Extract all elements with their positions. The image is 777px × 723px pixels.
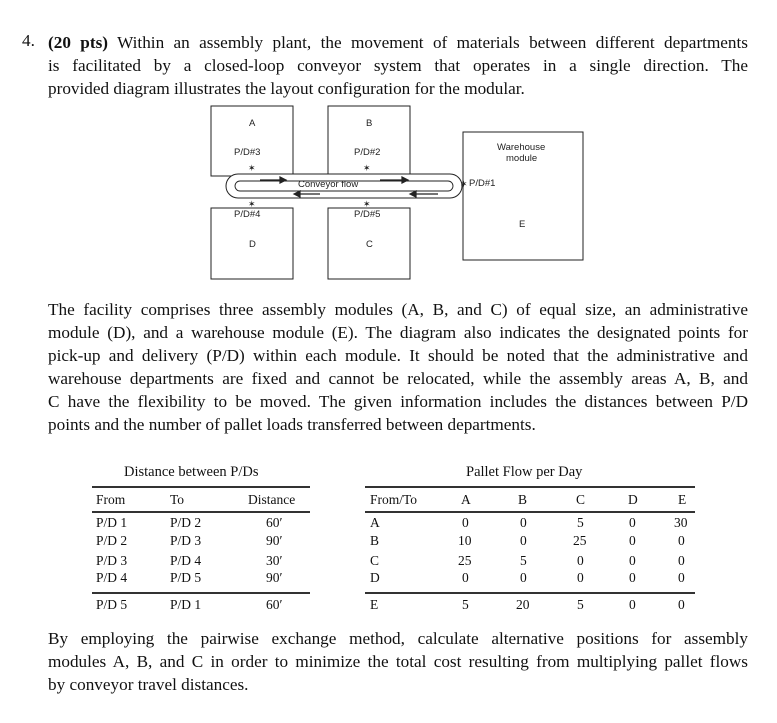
flow-row-b-c: 25 xyxy=(573,533,587,548)
flow-row-c-b: 5 xyxy=(520,553,527,568)
label-conveyor-flow: Conveyor flow xyxy=(298,179,359,190)
flow-row-e-d: 0 xyxy=(629,597,636,612)
body-line-4: warehouse departments are fixed and cannot be relocated, while the assembly areas A, B, and xyxy=(48,369,748,388)
label-pd1: P/D#1 xyxy=(469,178,496,189)
question-closing xyxy=(48,627,748,696)
distance-table-top-rule xyxy=(92,486,310,488)
intro-line-1: (20 pts) Within an assembly plant, the movement of materials between different departments xyxy=(48,33,748,52)
flow-row-d-b: 0 xyxy=(520,570,527,585)
distance-header-to: To xyxy=(170,492,185,507)
label-warehouse: Warehouse xyxy=(497,142,546,153)
flow-row-e-b: 20 xyxy=(516,597,530,612)
distance-row-5-from: P/D 5 xyxy=(96,597,128,612)
body-line-6: points and the number of pallet loads transferred between departments. xyxy=(48,415,536,434)
closing-line-1: By employing the pairwise exchange method, calculate alternative positions for assembly xyxy=(48,629,748,648)
flow-row-d-a: 0 xyxy=(462,570,469,585)
flow-header-a: A xyxy=(461,492,471,507)
label-pd3: P/D#3 xyxy=(234,147,261,158)
flow-row-a-label: A xyxy=(370,515,380,530)
distance-row-1-to: P/D 2 xyxy=(170,515,202,530)
flow-row-e-c: 5 xyxy=(577,597,584,612)
flow-header-c: C xyxy=(576,492,586,507)
flow-row-e-label: E xyxy=(370,597,379,612)
distance-row-3-value: 30′ xyxy=(266,553,283,568)
flow-row-d-label: D xyxy=(370,570,380,585)
svg-text:✶: ✶ xyxy=(460,179,468,189)
flow-row-a-a: 0 xyxy=(462,515,469,530)
distance-row-5-to: P/D 1 xyxy=(170,597,202,612)
label-module: module xyxy=(506,153,538,164)
distance-header-from: From xyxy=(96,492,126,507)
label-c: C xyxy=(366,239,373,250)
flow-row-a-d: 0 xyxy=(629,515,636,530)
svg-text:✶: ✶ xyxy=(363,199,371,209)
flow-row-a-c: 5 xyxy=(577,515,584,530)
flow-row-d-d: 0 xyxy=(629,570,636,585)
distance-table-mid-rule xyxy=(92,592,310,594)
flow-row-a-b: 0 xyxy=(520,515,527,530)
distance-row-2-to: P/D 3 xyxy=(170,533,202,548)
distance-row-3-from: P/D 3 xyxy=(96,553,128,568)
body-line-3: pick-up and delivery (P/D) within each module. It should be noted that the administrative and xyxy=(48,346,748,365)
flow-row-c-d: 0 xyxy=(629,553,636,568)
flow-table-mid-rule xyxy=(365,592,695,594)
flow-row-b-label: B xyxy=(370,533,380,548)
distance-row-1-from: P/D 1 xyxy=(96,515,128,530)
layout-diagram xyxy=(200,104,590,284)
label-e: E xyxy=(519,219,526,230)
flow-header-e: E xyxy=(678,492,687,507)
flow-row-b-e: 0 xyxy=(678,533,685,548)
flow-row-c-c: 0 xyxy=(577,553,584,568)
flow-row-b-b: 0 xyxy=(520,533,527,548)
question-intro xyxy=(48,31,748,100)
distance-row-2-from: P/D 2 xyxy=(96,533,128,548)
flow-header-b: B xyxy=(518,492,528,507)
label-pd2: P/D#2 xyxy=(354,147,381,158)
intro-line-2: is facilitated by a closed-loop conveyor system that operates in a single direction. The xyxy=(48,56,748,75)
label-d: D xyxy=(249,239,256,250)
body-line-2: module (D), and a warehouse module (E). The diagram also indicates the designated points for xyxy=(48,323,748,342)
svg-text:✶: ✶ xyxy=(248,163,256,173)
question-number: 4. xyxy=(22,31,35,50)
flow-row-d-c: 0 xyxy=(577,570,584,585)
flow-row-c-e: 0 xyxy=(678,553,685,568)
flow-header-fromto: From/To xyxy=(370,492,418,507)
flow-table-top-rule xyxy=(365,486,695,488)
flow-table-title: Pallet Flow per Day xyxy=(466,464,583,480)
label-a: A xyxy=(249,118,256,129)
intro-line-3: provided diagram illustrates the layout configuration for the modular. xyxy=(48,79,525,98)
flow-table-header-rule xyxy=(365,511,695,513)
distance-row-4-from: P/D 4 xyxy=(96,570,128,585)
closing-line-3: by conveyor travel distances. xyxy=(48,675,249,694)
distance-table-header-rule xyxy=(92,511,310,513)
body-line-1: The facility comprises three assembly modules (A, B, and C) of equal size, an administrative xyxy=(48,300,748,319)
flow-row-c-label: C xyxy=(370,553,380,568)
distance-row-3-to: P/D 4 xyxy=(170,553,202,568)
distance-header-distance: Distance xyxy=(248,492,296,507)
svg-text:✶: ✶ xyxy=(363,163,371,173)
label-b: B xyxy=(366,118,373,129)
flow-row-e-a: 5 xyxy=(462,597,469,612)
distance-table-title: Distance between P/Ds xyxy=(124,464,259,480)
flow-row-a-e: 30 xyxy=(674,515,688,530)
label-pd5: P/D#5 xyxy=(354,209,381,220)
closing-line-2: modules A, B, and C in order to minimize the total cost resulting from multiplying pallet flows xyxy=(48,652,748,671)
distance-row-1-value: 60′ xyxy=(266,515,283,530)
distance-row-2-value: 90′ xyxy=(266,533,283,548)
distance-row-5-value: 60′ xyxy=(266,597,283,612)
flow-header-d: D xyxy=(628,492,638,507)
svg-text:✶: ✶ xyxy=(248,199,256,209)
flow-row-c-a: 25 xyxy=(458,553,472,568)
flow-row-b-d: 0 xyxy=(629,533,636,548)
label-pd4: P/D#4 xyxy=(234,209,261,220)
flow-row-e-e: 0 xyxy=(678,597,685,612)
distance-row-4-to: P/D 5 xyxy=(170,570,202,585)
question-body xyxy=(48,298,748,436)
points-label: (20 pts) xyxy=(48,33,109,52)
flow-row-b-a: 10 xyxy=(458,533,472,548)
body-line-5: C have the flexibility to be moved. The given information includes the distances between P/D xyxy=(48,392,748,411)
flow-row-d-e: 0 xyxy=(678,570,685,585)
distance-row-4-value: 90′ xyxy=(266,570,283,585)
